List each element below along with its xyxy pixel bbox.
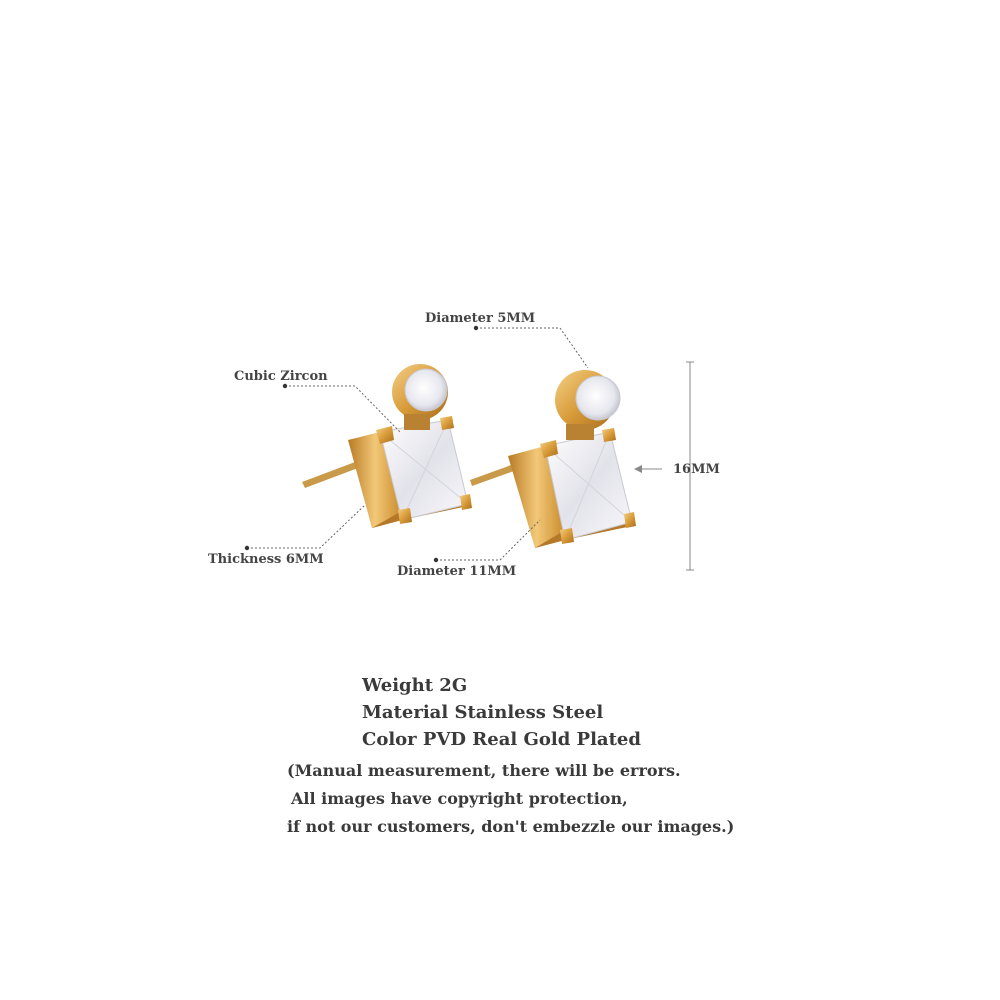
height-arrow-icon [634, 465, 642, 473]
note-line-3: if not our customers, don't embezzle our images.) [287, 817, 735, 836]
cubic-zircon-dot [283, 384, 287, 388]
note-line-2: All images have copyright protection, [291, 789, 628, 808]
cubic-zircon-label: Cubic Zircon [234, 369, 328, 384]
color-spec: Color PVD Real Gold Plated [362, 729, 641, 750]
note-line-1: (Manual measurement, there will be errors. [287, 761, 681, 780]
material-spec: Material Stainless Steel [362, 702, 604, 723]
height-label: 16MM [673, 462, 720, 477]
thickness-label: Thickness 6MM [208, 552, 324, 567]
thickness-dot [245, 546, 249, 550]
diameter-large-dot [434, 558, 438, 562]
diameter-small-dot [474, 326, 478, 330]
right-earring [470, 370, 636, 548]
diameter-large-label: Diameter 11MM [397, 564, 517, 579]
diameter-small-label: Diameter 5MM [425, 311, 536, 326]
left-earring [302, 364, 472, 528]
weight-spec: Weight 2G [362, 675, 468, 696]
